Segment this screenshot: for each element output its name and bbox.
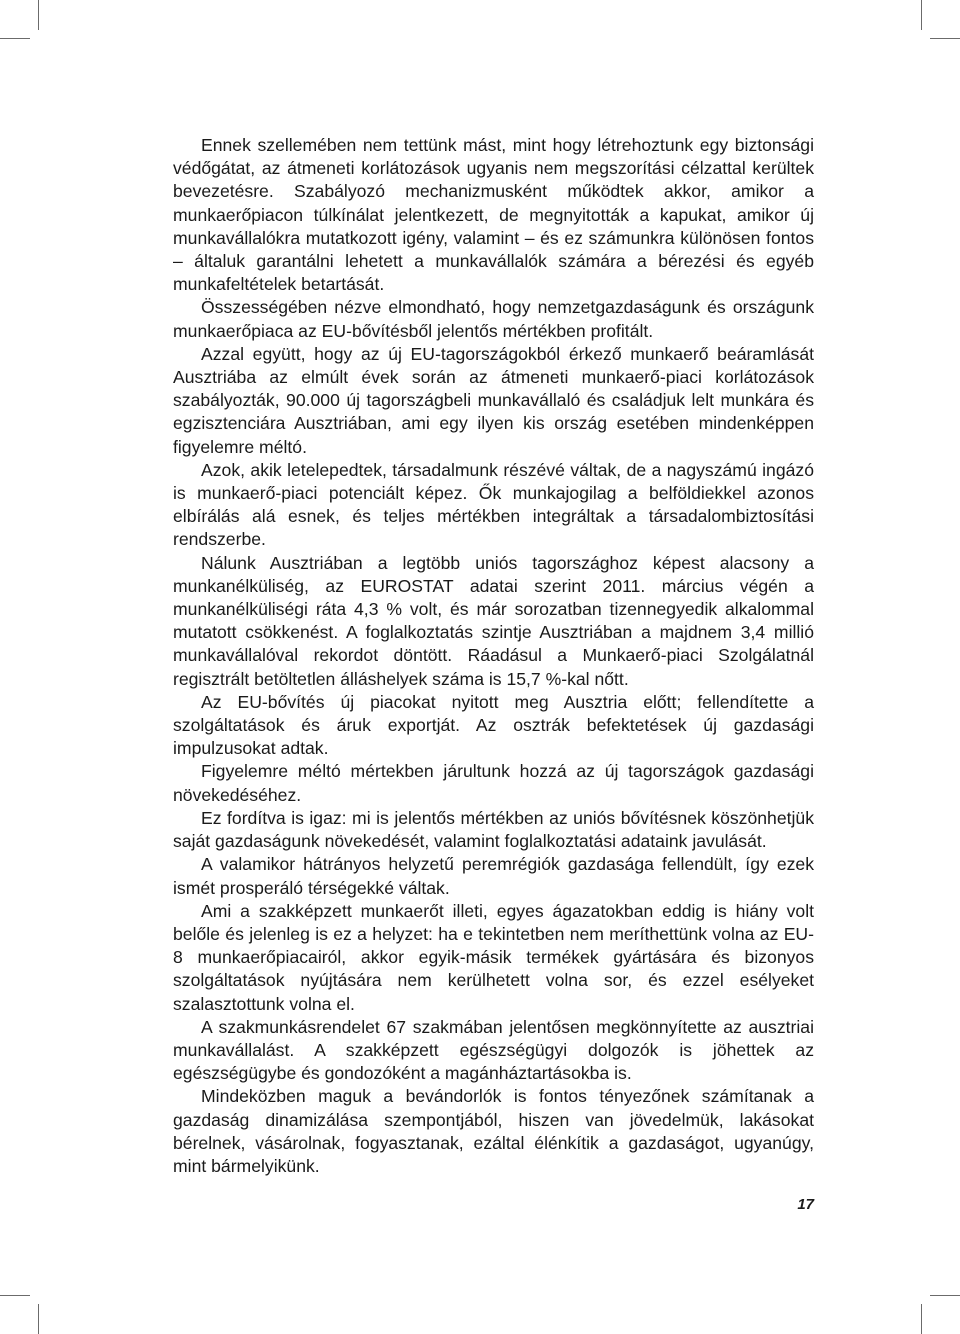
paragraph-7: Figyelemre méltó mértekben járultunk hozzá az új tagországok gazdasági növekedéséhez. (173, 761, 814, 805)
crop-mark-bottom-right-horizontal (930, 1295, 960, 1296)
paragraph-4: Azok, akik letelepedtek, társadalmunk részévé váltak, de a nagyszámú ingázó is munkaerő-piaci potenciált képez. Ők munkajogilag a belföldiekkel azonos elbírálás alá esnek, és teljes mértékben integráltak a társadalombiztosítási rendszerbe. (173, 459, 814, 550)
crop-mark-top-left-vertical (38, 0, 39, 30)
paragraph-6: Az EU-bővítés új piacokat nyitott meg Ausztria előtt; fellendítette a szolgáltatások és áruk exportját. Az osztrák befektetések új gazdasági impulzusokat adtak. (173, 691, 814, 759)
paragraph-10: Ami a szakképzett munkaerőt illeti, egyes ágazatokban eddig is hiány volt belőle és jelenleg is ez a helyzet: ha e tekintetben nem meríthettünk volna az EU-8 munkaerőpiacairól, akkor egyik-másik termékek gyártására és bizonyos szolgáltatások nyújtására nem kerülhetett volna sor, és ezzel esélyeket szalasztottunk volna el. (173, 900, 814, 1014)
paragraph-8: Ez fordítva is igaz: mi is jelentős mértékben az uniós bővítésnek köszönhetjük saját gazdaságunk növekedését, valamint foglalkoztatási adataink javulását. (173, 807, 814, 852)
page-number: 17 (797, 1196, 814, 1213)
paragraph-12: Mindeközben maguk a bevándorlók is fontos tényezőnek számítanak a gazdaság dinamizálása szempontjából, hiszen van jövedelmük, lakásokat bérelnek, vásárolnak, fogyasztanak, ezáltal élénkítik a gazdaságot, ugyanúgy, mint bármelyikünk. (173, 1086, 814, 1176)
paragraph-2: Összességében nézve elmondható, hogy nemzetgazdaságunk és országunk munkaerőpiaca az EU-bővítésből jelentős mértékben profitált. (173, 297, 814, 341)
crop-mark-bottom-left-vertical (38, 1304, 39, 1334)
page-body-text (173, 134, 814, 1178)
paragraph-5: Nálunk Ausztriában a legtöbb uniós tagországhoz képest alacsony a munkanélküliség, az EUROSTAT adatai szerint 2011. március végén a munkanélküliségi ráta 4,3 % volt, és már sorozatban tizennegyedik alkalommal mutatott csökkenést. A foglalkoztatás szintje Ausztriában a majdnem 3,4 millió munkavállalóval rekordot döntött. Ráadásul a Munkaerő-piaci Szolgálatnál regisztrált betöltetlen álláshelyek száma is 15,7 %-kal nőtt. (173, 552, 814, 689)
paragraph-1: Ennek szellemében nem tettünk mást, mint hogy létrehoztunk egy biztonsági védőgátat, az átmeneti korlátozások ugyanis nem megszorítási célzattal kerültek bevezetésre. Szabályozó mechanizmusként működtek akkor, amikor a munkaerőpiacon túlkínálat jelentkezett, de megnyitották a kapukat, amikor új munkavállalókra mutatkozott igény, valamint – és ez számunkra különösen fontos – általuk garantálni lehetett a munkavállalók számára a bérezési és egyéb munkafeltételek betartását. (173, 135, 814, 295)
crop-mark-top-right-horizontal (930, 38, 960, 39)
paragraph-9: A valamikor hátrányos helyzetű peremrégiók gazdasága fellendült, így ezek ismét prosperáló térségekké váltak. (173, 854, 814, 898)
paragraph-3: Azzal együtt, hogy az új EU-tagországokból érkező munkaerő beáramlását Ausztriába az elmúlt évek során az átmeneti munkaerő-piaci korlátozások szabályozták, 90.000 új tagországbeli munkavállaló és családjuk lelt munkára és egzisztenciára Ausztriában, ami egy ilyen kis ország esetében mindenképpen figyelemre méltó. (173, 343, 814, 457)
crop-mark-bottom-right-vertical (921, 1304, 922, 1334)
crop-mark-bottom-left-horizontal (0, 1295, 30, 1296)
paragraph-11: A szakmunkásrendelet 67 szakmában jelentősen megkönnyítette az ausztriai munkavállalást. A szakképzett egészségügyi dolgozók is jöhettek az egészségügybe és gondozóként a magánháztartásokba is. (173, 1016, 814, 1084)
crop-mark-top-left-horizontal (0, 38, 30, 39)
crop-mark-top-right-vertical (921, 0, 922, 30)
